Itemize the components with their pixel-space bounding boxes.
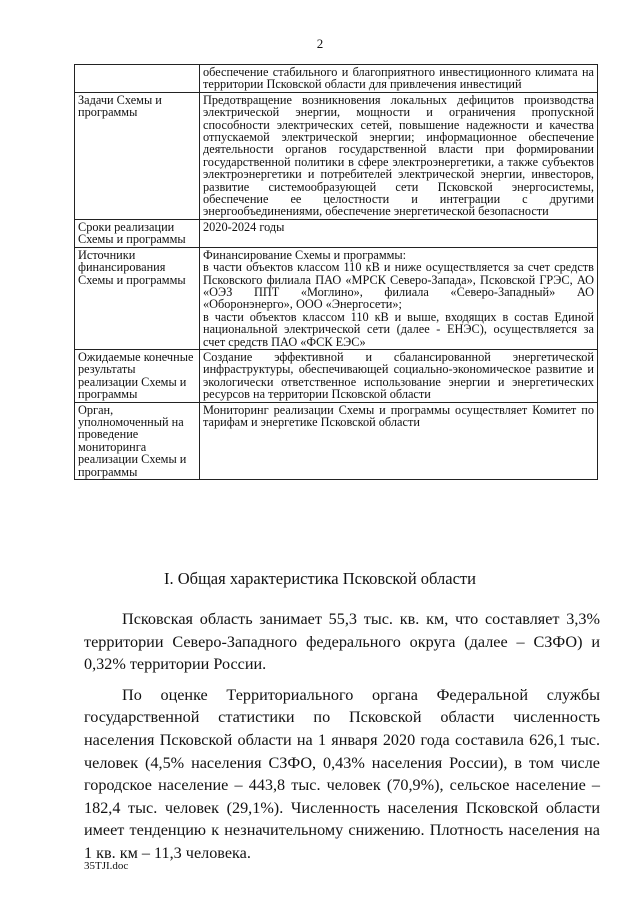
table-row [75, 402, 598, 479]
row-content [200, 65, 598, 93]
row-paragraph: 2020-2024 годы [203, 219, 285, 234]
row-content [200, 402, 598, 479]
row-paragraph: Предотвращение возникновения локальных дефицитов производства электрической энергии, мощности и ограничения пропускной способности электрических сетей, повышение надежности и качества отпускаемой электрической энергии; информационное обеспечение деятельности органов государственной власти при формировании государственной политики в сфере электроэнергетики, а также субъектов электроэнергетики и потребителей электрической энергии, инвесторов, развитие системообразующей сети Псковской энергосистемы, обеспечение ее целостности и интеграции с другими энергообъединениями, обеспечение энергетической безопасности [203, 92, 594, 219]
row-paragraph: обеспечение стабильного и благоприятного инвестиционного климата на территории Псковской области для привлечения инвестиций [203, 65, 594, 92]
table-row [75, 219, 598, 247]
row-label: Источники финансирования Схемы и программы [75, 247, 200, 349]
row-content [200, 247, 598, 349]
passport-table [74, 64, 598, 480]
section-heading: I. Общая характеристика Псковской области [164, 569, 476, 588]
row-label: Задачи Схемы и программы [75, 92, 200, 219]
row-paragraph: Мониторинг реализации Схемы и программы осуществляет Комитет по тарифам и энергетике Псковской области [203, 402, 594, 429]
body-text [84, 608, 600, 873]
row-label: Сроки реализации Схемы и программы [75, 219, 200, 247]
row-content [200, 92, 598, 219]
row-content [200, 349, 598, 402]
footer-filename: 35TJI.doc [84, 860, 129, 872]
row-label: Ожидаемые конечные результаты реализации Схемы и программы [75, 349, 200, 402]
row-paragraph: в части объектов классом 110 кВ и ниже осуществляется за счет средств Псковского филиала ПАО «МРСК Северо-Запада», Псковской ГРЭС, АО «ОЭЗ ППТ «Моглино», филиала «Северо-Западный» АО «Оборонэнерго», ООО «Энергосети»; [203, 260, 594, 312]
body-paragraph: По оценке Территориального органа Федеральной службы государственной статистики по Псковской области численность населения Псковской области на 1 января 2020 года составила 626,1 тыс. человек (4,5% населения СЗФО, 0,43% населения России), в том числе городское население – 443,8 тыс. человек (70,9%), сельское население – 182,4 тыс. человек (29,1%). Численность населения Псковской области имеет тенденцию к незначительному снижению. Плотность населения на 1 кв. км – 11,3 человека. [84, 685, 600, 862]
table-row [75, 65, 598, 93]
table-row [75, 247, 598, 349]
table-row [75, 92, 598, 219]
row-paragraph: Финансирование Схемы и программы: [203, 247, 407, 262]
row-label [75, 65, 200, 93]
row-paragraph: Создание эффективной и сбалансированной энергетической инфраструктуры, обеспечивающей социально-экономическое развитие и экологически ответственное использование энергии и энергетических ресурсов на территории Псковской области [203, 349, 594, 402]
row-paragraph: в части объектов классом 110 кВ и выше, входящих в состав Единой национальной электрической сети (далее - ЕНЭС), осуществляется за счет средств ПАО «ФСК ЕЭС» [203, 309, 594, 349]
row-label: Орган, уполномоченный на проведение мониторинга реализации Схемы и программы [75, 402, 200, 479]
row-content [200, 219, 598, 247]
body-paragraph: Псковская область занимает 55,3 тыс. кв. км, что составляет 3,3% территории Северо-Западного федерального округа (далее – СЗФО) и 0,32% территории России. [84, 610, 600, 674]
table-row [75, 349, 598, 402]
page-number: 2 [316, 36, 324, 51]
